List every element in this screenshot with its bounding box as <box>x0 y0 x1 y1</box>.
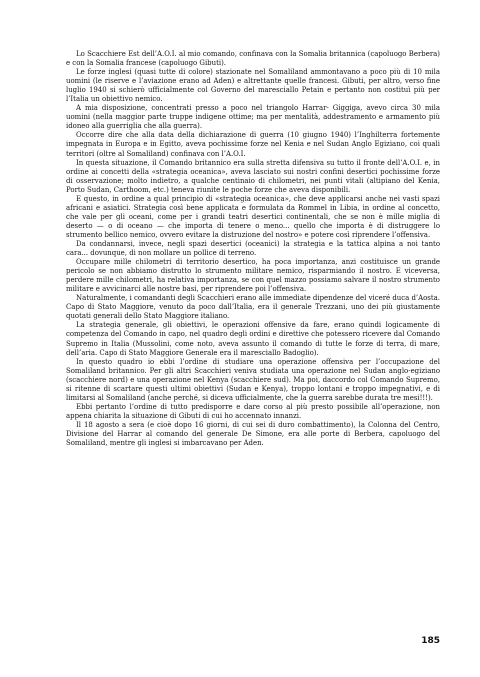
paragraph: A mia disposizione, concentrati presso a poco nel triangolo Harrar- Giggiga, avevo circa 30 mila uomini (nella maggior parte truppe indigene ottime; ma per mentalità, addestramento e armamento più idoneo alla guerriglia che alla guerra). <box>66 104 440 131</box>
paragraph: La strategia generale, gli obiettivi, le operazioni offensive da fare, erano quindi logicamente di competenza del Comando in capo, nel quadro degli ordini e direttive che potessero ricevere dal Comando Supremo in Italia (Mussolini, come noto, aveva assunto il comando di tutte le forze di terra, di mare, dell’aria. Capo di Stato Maggiore Generale era il maresciallo Badoglio). <box>66 321 440 357</box>
paragraph: In questa situazione, il Comando britannico era sulla stretta difensiva su tutto il fronte dell’A.O.I. e, in ordine ai concetti della «strategia oceanica», aveva lasciato sui nostri confini desertici pochissime forze di osservazione; molto indietro, a qualche centinaio di chilometri, nei punti vitali (altipiano del Kenia, Porto Sudan, Carthoom, etc.) teneva riunite le poche forze che aveva disponibili. <box>66 158 440 194</box>
paragraph: Occorre dire che alla data della dichiarazione di guerra (10 giugno 1940) l’Inghilterra fortemente impegnata in Europa e in Egitto, aveva pochissime forze nel Kenia e nel Sudan Anglo Egiziano, coi quali territori (oltre al Somaliland) confinava con l’A.O.I. <box>66 131 440 158</box>
paragraph: E questo, in ordine a qual principio di «strategia oceanica», che deve applicarsi anche nei vasti spazi africani e asiatici. Strategia così bene applicata e formulata da Rommel in Libia, in ordine al concetto, che vale per gli oceani, come per i grandi teatri desertici continentali, che se non è mille miglia di deserto — o di oceano — che importa di tenere o meno... quello che importa è di distruggere lo strumento bellico nemico, ovvero evitare la distruzione del nostro» e potere così riprendere l’offensiva. <box>66 194 440 239</box>
paragraph: In questo quadro io ebbi l’ordine di studiare una operazione offensiva per l’occupazione del Somaliland britannico. Per gli altri Scacchieri veniva studiata una operazione nel Sudan anglo-egiziano (scacchiere nord) e una operazione nel Kenya (scacchiere sud). Ma poi, daccordo col Comando Supremo, si ritenne di scartare questi ultimi obiettivi (Sudan e Kenya), troppo lontani e troppo impegnativi, e di limitarsi al Somaliland (anche perché, si diceva ufficialmente, che la guerra sarebbe durata tre mesi!!!). <box>66 357 440 402</box>
paragraph: Da condannarsi, invece, negli spazi desertici (oceanici) la strategia e la tattica alpina a noi tanto cara... dovunque, di non mollare un pollice di terreno. <box>66 239 440 258</box>
body-text <box>66 50 440 448</box>
paragraph: Ebbi pertanto l’ordine di tutto predisporre e dare corso al più presto possibile all’operazione, non appena chiarita la situazione di Gibuti di cui ho accennato innanzi. <box>66 402 440 420</box>
paragraph: Il 18 agosto a sera (e cioè dopo 16 giorni, di cui sei di duro combattimento), la Colonna del Centro, Divisione del Harrar al comando del generale De Simone, era alle porte di Berbera, capoluogo del Somaliland, mentre gli inglesi si imbarcavano per Aden. <box>66 420 440 448</box>
paragraph: Occupare mille chilometri di territorio desertico, ha poca importanza, anzi costituisce un grande pericolo se non abbiamo distrutto lo strumento militare nemico, risparmiando il nostro. E viceversa, perdere mille chilometri, ha relativa importanza, se con quel mazzo possiamo salvare il nostro strumento militare e avvicinarci alle nostre basi, per riprendere poi l’offensiva. <box>66 258 440 294</box>
paragraph: Lo Scacchiere Est dell’A.O.I. al mio comando, confinava con la Somalia britannica (capoluogo Berbera) e con la Somalia francese (capoluogo Gibuti). <box>66 50 440 68</box>
paragraph: Le forze inglesi (quasi tutte di colore) stazionate nel Somaliland ammontavano a poco più di 10 mila uomini (le riserve e l’aviazione erano ad Aden) e altrettante quelle francesi. Gibuti, per altro, verso fine luglio 1940 si schierò ufficialmente col Governo del maresciallo Petain e pertanto non costituì più per l’Italia un obiettivo nemico. <box>66 68 440 104</box>
paragraph: Naturalmente, i comandanti degli Scacchieri erano alle immediate dipendenze del viceré duca d’Aosta. Capo di Stato Maggiore, venuto da poco dall’Italia, era il generale Trezzani, uno dei più giustamente quotati generali dello Stato Maggiore italiano. <box>66 294 440 321</box>
page-number: 185 <box>421 636 440 646</box>
